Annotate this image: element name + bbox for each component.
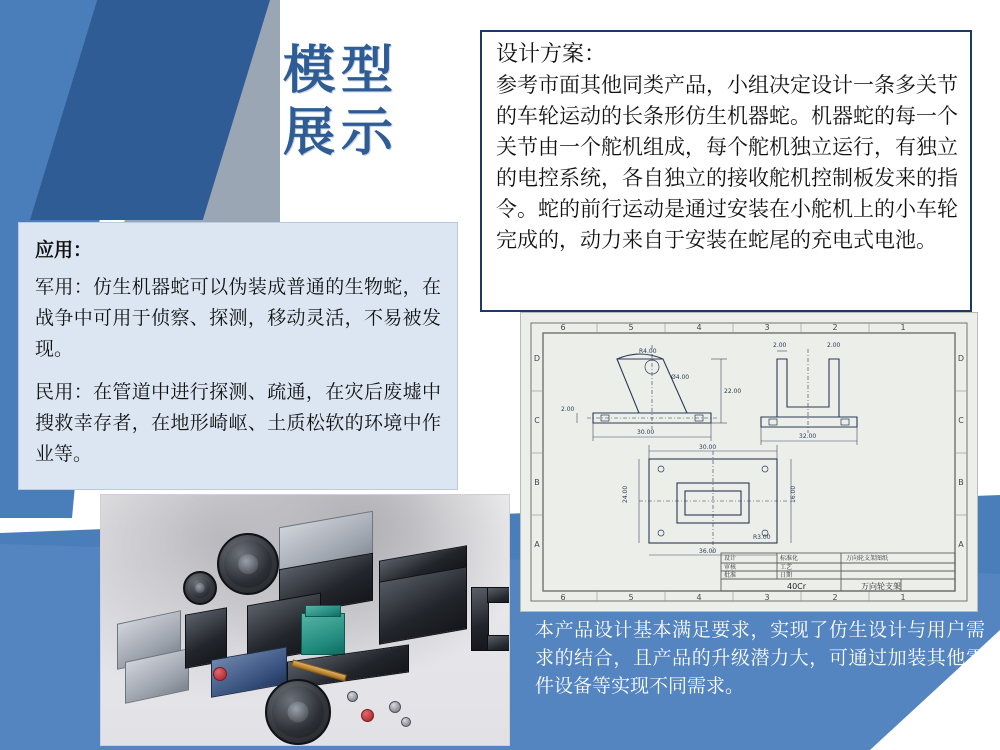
svg-text:C: C: [534, 416, 540, 425]
design-scheme-body: 参考市面其他同类产品，小组决定设计一条多关节的车轮运动的长条形仿生机器蛇。机器蛇的每一个关节由一个舵机组成，每个舵机独立运行，有独立的电控系统，各自独立的接收舵机控制板发来的指令。蛇的前行运动是通过安装在小舵机上的小车轮完成的，动力来自于安装在蛇尾的充电式电池。: [496, 73, 958, 252]
part-wheel-bottom: [265, 679, 331, 745]
svg-text:3: 3: [764, 323, 770, 332]
svg-text:B: B: [958, 478, 964, 487]
svg-text:Ø4.00: Ø4.00: [671, 374, 690, 381]
cad-drawing: [520, 312, 978, 612]
wheel-hub: [238, 554, 258, 574]
part-red-fastener-2: [361, 709, 374, 722]
svg-text:32.00: 32.00: [799, 433, 817, 440]
svg-text:B: B: [534, 478, 540, 487]
part-u-bracket-right-arm: [487, 587, 510, 603]
svg-text:3: 3: [764, 593, 770, 602]
cad-drawing-svg: [521, 313, 977, 611]
part-screw-1: [347, 691, 358, 702]
application-heading: 应用：: [35, 239, 93, 261]
part-servo-motor-cap: [305, 605, 341, 617]
svg-text:2: 2: [832, 323, 838, 332]
svg-text:4: 4: [696, 323, 702, 332]
part-servo-motor: [301, 613, 345, 655]
part-screw-2: [389, 701, 401, 713]
svg-text:16.00: 16.00: [790, 485, 797, 503]
svg-text:2.00: 2.00: [827, 342, 841, 349]
design-scheme-heading: 设计方案：: [496, 42, 607, 67]
application-box: [18, 222, 458, 490]
svg-text:4: 4: [696, 593, 702, 602]
svg-text:2: 2: [832, 593, 838, 602]
part-red-fastener-1: [213, 667, 227, 681]
svg-text:5: 5: [628, 593, 634, 602]
svg-text:日期: 日期: [780, 572, 793, 579]
page-title-line-1: 模型: [283, 41, 400, 101]
svg-text:审核: 审核: [724, 564, 737, 571]
svg-text:5: 5: [628, 323, 634, 332]
svg-text:30.00: 30.00: [637, 429, 655, 436]
svg-text:2.00: 2.00: [561, 406, 575, 413]
svg-text:R4.00: R4.00: [639, 348, 657, 355]
svg-text:工艺: 工艺: [780, 564, 793, 571]
svg-text:R3.00: R3.00: [753, 534, 771, 541]
design-scheme-box: [480, 30, 972, 312]
conclusion-text: [535, 616, 985, 700]
svg-text:24.00: 24.00: [622, 485, 629, 503]
svg-text:万向轮支架图纸: 万向轮支架图纸: [846, 555, 889, 562]
cad-part-name-label: 万向轮支架: [861, 582, 901, 591]
wheel-hub: [195, 583, 205, 593]
svg-text:A: A: [534, 540, 540, 549]
svg-text:标准化: 标准化: [780, 555, 799, 562]
page-title: [283, 40, 463, 164]
cad-material-label: 40Cr: [787, 582, 807, 591]
part-u-bracket-right-arm-lower: [487, 635, 510, 651]
svg-text:C: C: [958, 416, 964, 425]
svg-text:2.00: 2.00: [773, 342, 787, 349]
svg-text:6: 6: [560, 323, 566, 332]
exploded-assembly-image: [100, 494, 510, 746]
svg-text:36.00: 36.00: [699, 548, 717, 555]
part-wheel-upper-left: [217, 533, 279, 595]
application-paragraph-military: 军用：仿生机器蛇可以伪装成普通的生物蛇，在战争中可用于侦察、探测，移动灵活，不易被发现。: [35, 276, 441, 360]
svg-text:设计: 设计: [724, 555, 737, 562]
svg-text:6: 6: [560, 593, 566, 602]
part-wheel-small-left: [183, 571, 217, 605]
part-screw-3: [401, 717, 411, 727]
wheel-hub: [287, 701, 308, 722]
conclusion-paragraph: 本产品设计基本满足要求，实现了仿生设计与用户需求的结合，且产品的升级潜力大，可通过加装其他零件设备等实现不同需求。: [535, 619, 985, 697]
page-title-line-2: 展示: [283, 103, 400, 163]
svg-text:A: A: [958, 540, 964, 549]
svg-text:D: D: [533, 354, 541, 363]
svg-text:1: 1: [900, 323, 906, 332]
svg-text:D: D: [957, 354, 965, 363]
svg-text:批准: 批准: [724, 572, 737, 579]
svg-text:1: 1: [900, 593, 906, 602]
application-paragraph-civil: 民用：在管道中进行探测、疏通，在灾后废墟中搜救幸存者，在地形崎岖、土质松软的环境中作业等。: [35, 381, 441, 465]
svg-text:22.00: 22.00: [724, 388, 742, 395]
svg-text:30.00: 30.00: [699, 444, 717, 451]
